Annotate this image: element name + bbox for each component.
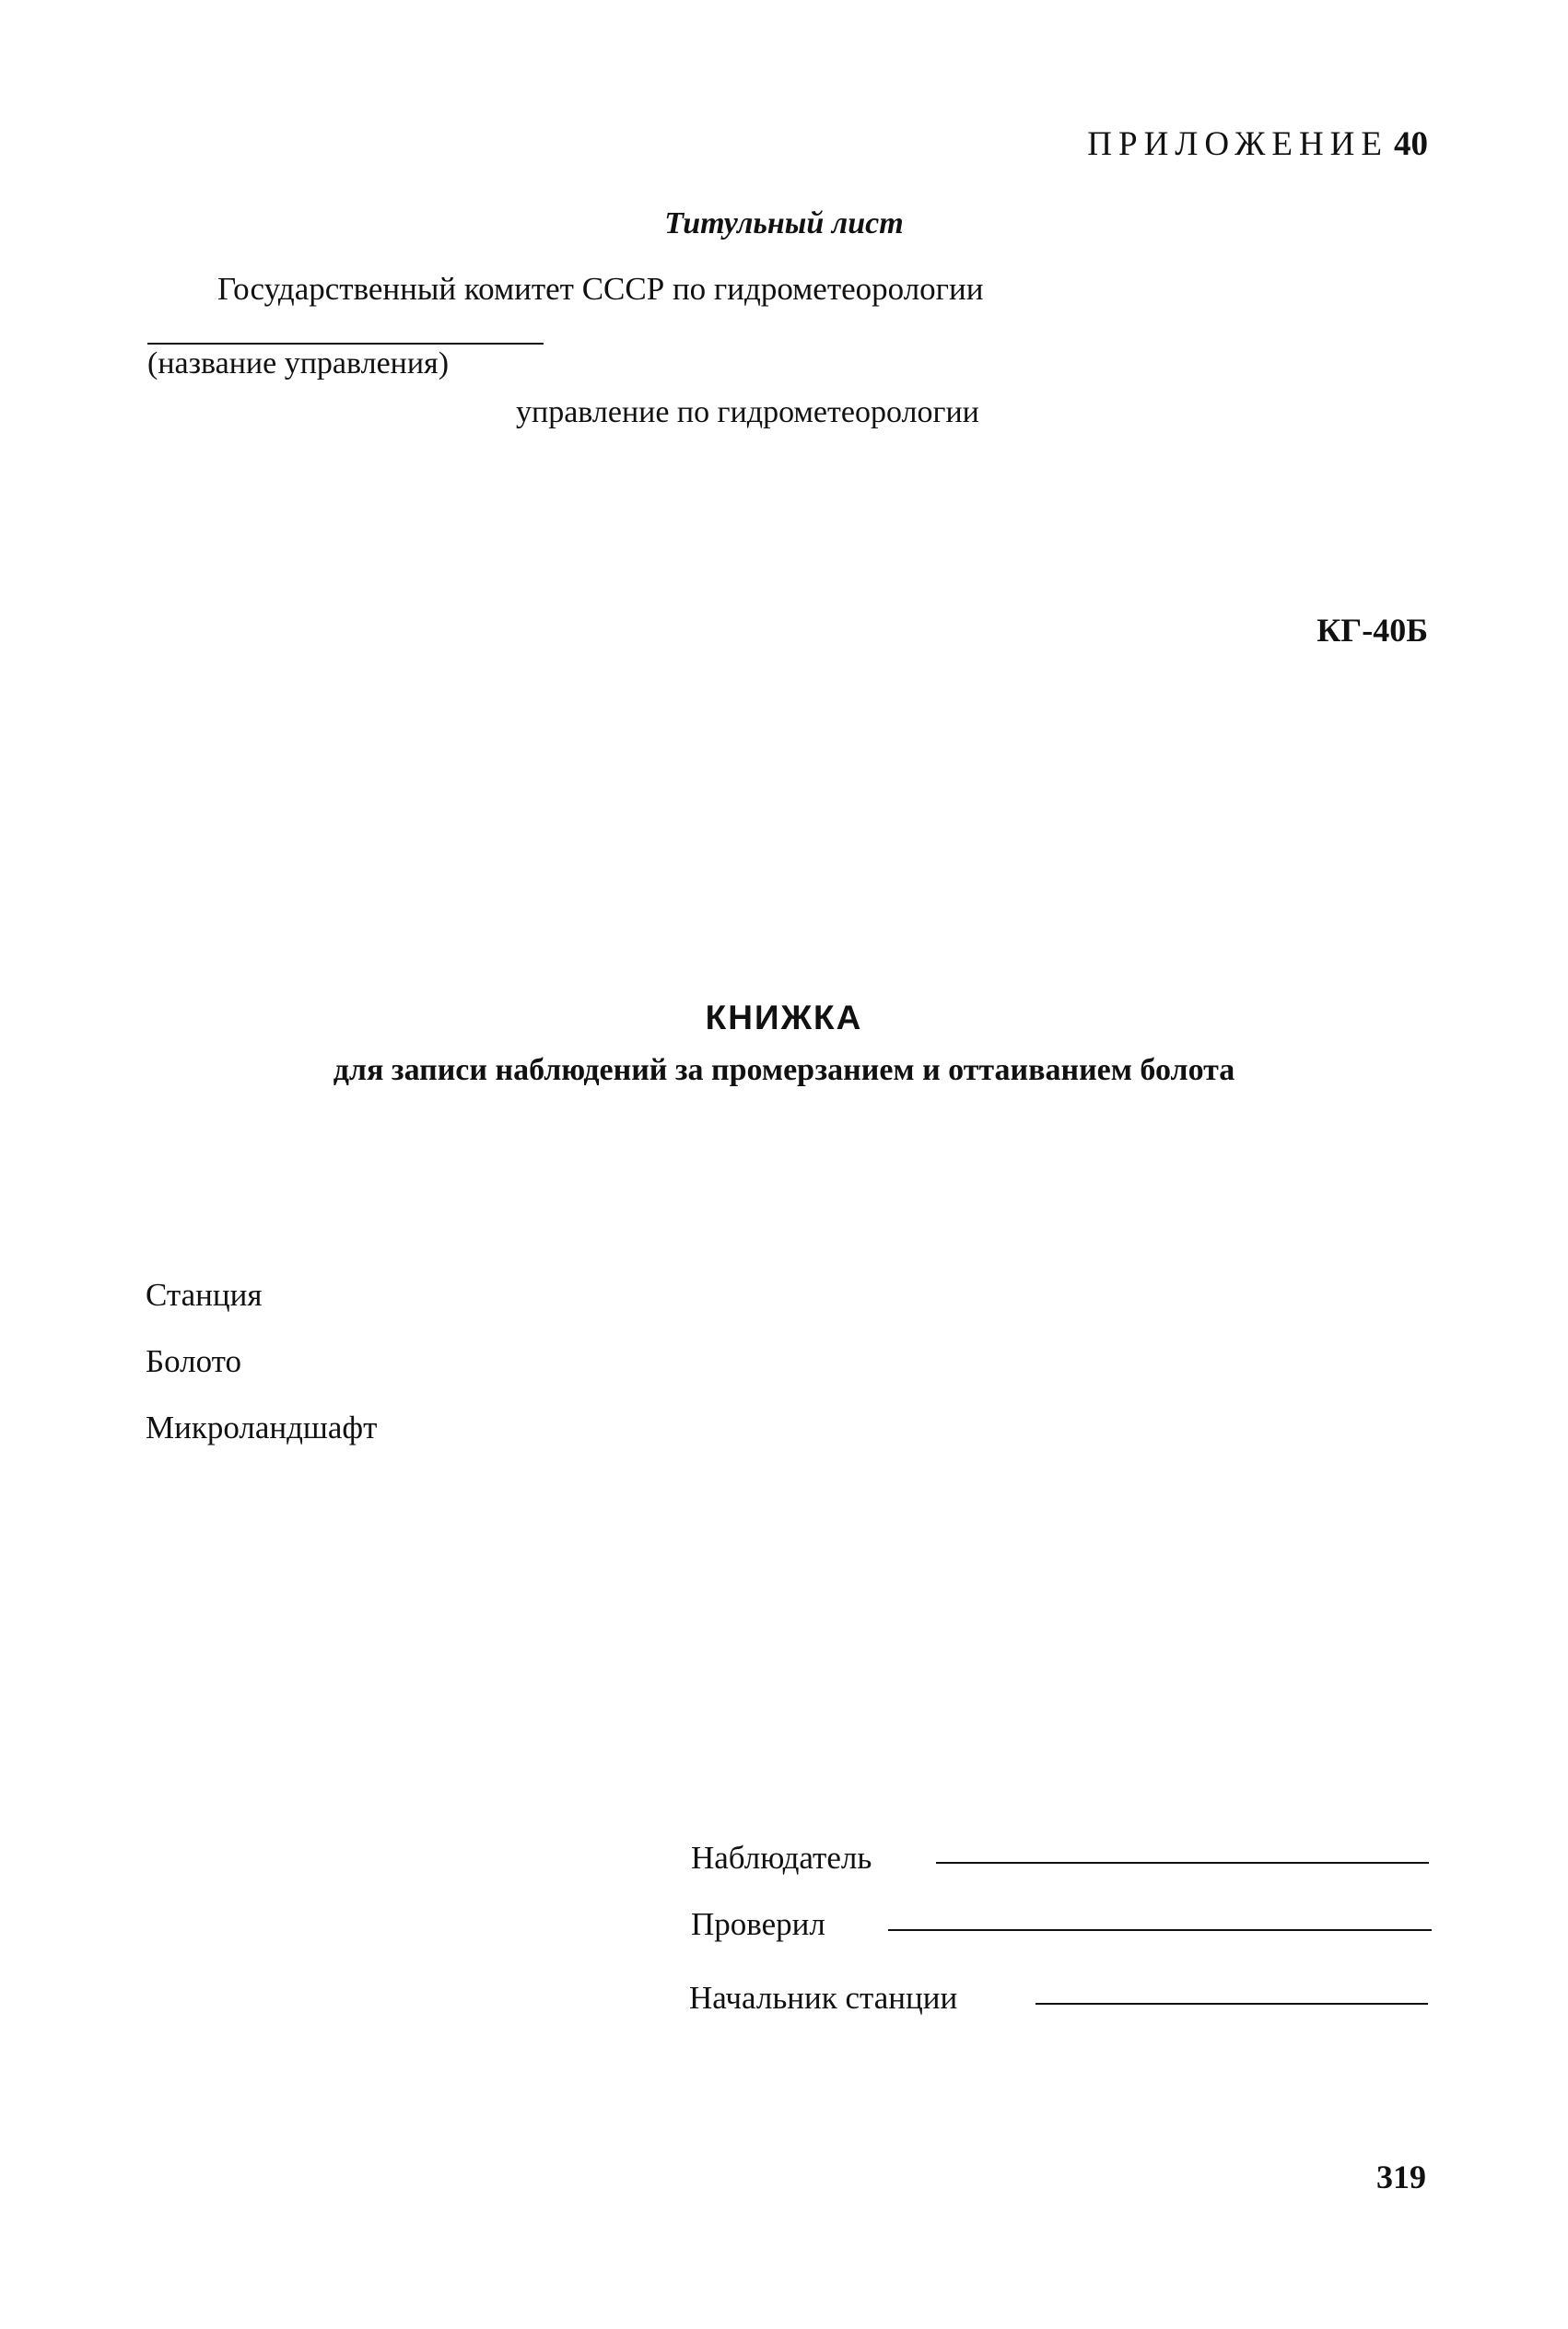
- bog-field-label: Болото: [146, 1343, 241, 1379]
- observer-signature-line: [936, 1862, 1429, 1864]
- station-head-signature-line: [1036, 2003, 1428, 2005]
- station-head-label: Начальник станции: [689, 1980, 958, 2016]
- observer-label: Наблюдатель: [691, 1840, 872, 1876]
- committee-name: Государственный комитет СССР по гидрометеорологии: [217, 271, 984, 307]
- directorate-label: управление по гидрометеорологии: [516, 395, 979, 429]
- form-code: КГ-40Б: [1316, 612, 1428, 649]
- checked-by-label: Проверил: [691, 1906, 825, 1942]
- book-title: КНИЖКА: [705, 999, 863, 1036]
- department-name-line: [147, 343, 544, 345]
- station-field-label: Станция: [146, 1277, 263, 1313]
- appendix-number: 40: [1394, 125, 1428, 163]
- microlandscape-field-label: Микроландшафт: [146, 1410, 378, 1445]
- title-sheet-heading: Титульный лист: [664, 206, 904, 240]
- book-subtitle: для записи наблюдений за промерзанием и оттаиванием болота: [333, 1053, 1235, 1087]
- appendix-heading: [1087, 127, 1428, 161]
- checked-by-signature-line: [888, 1929, 1432, 1931]
- appendix-label: ПРИЛОЖЕНИЕ: [1087, 125, 1388, 163]
- department-name-caption: (название управления): [147, 346, 450, 380]
- page-number: 319: [1376, 2159, 1426, 2195]
